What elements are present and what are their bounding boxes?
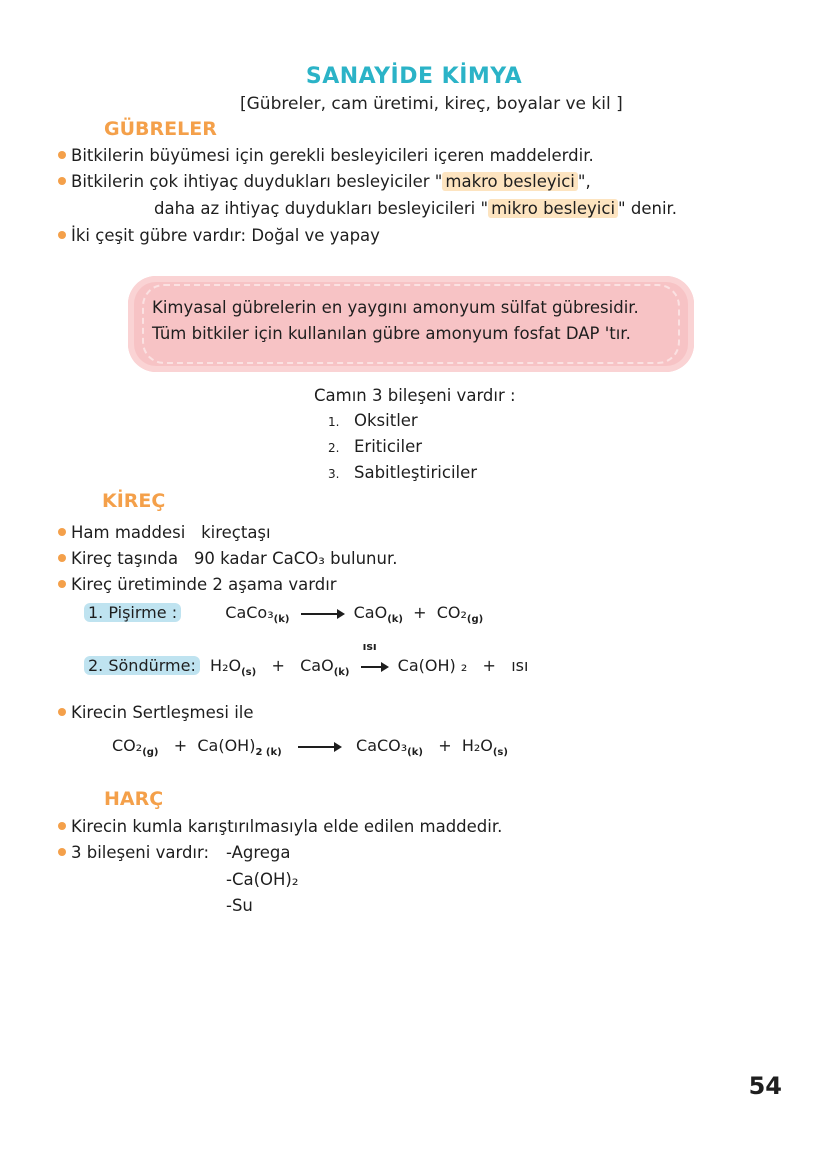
kirec-hardening-equation: $CO_2_{(g)}$ + $Ca(OH)_{2 (k)}$ $CaCO_3_{(k)}$ + $H_2O_{(s)}$ <box>112 736 508 759</box>
section-heading-harc: HARÇ <box>104 788 164 810</box>
kirec-line-3: Kireç üretiminde 2 aşama vardır <box>58 575 337 594</box>
section-heading-kirec: KİREÇ <box>102 490 166 512</box>
harc-item-2: -Ca(OH)₂ <box>226 870 299 889</box>
bullet-icon <box>58 822 66 830</box>
reaction-arrow-icon <box>361 666 387 668</box>
section-heading-gubreler: GÜBRELER <box>104 118 217 140</box>
note-box-line-2: Tüm bitkiler için kullanılan gübre amonyum fosfat DAP 'tır. <box>152 324 631 343</box>
bullet-icon <box>58 580 66 588</box>
bullet-icon <box>58 708 66 716</box>
highlight-mikro: mikro besleyici <box>488 199 618 218</box>
gubreler-line-1: Bitkilerin büyümesi için gerekli besleyicileri içeren maddelerdir. <box>58 146 594 165</box>
note-box-line-1: Kimyasal gübrelerin en yaygını amonyum sülfat gübresidir. <box>152 298 639 317</box>
harc-item-3: -Su <box>226 896 253 915</box>
bullet-icon <box>58 528 66 536</box>
page-title: SANAYİDE KİMYA <box>305 64 523 89</box>
harc-line-1: Kirecin kumla karıştırılmasıyla elde edilen maddedir. <box>58 817 502 836</box>
kirec-line-4: Kirecin Sertleşmesi ile <box>58 703 254 722</box>
harc-line-2: 3 bileşeni vardır: <box>58 843 209 862</box>
highlight-makro: makro besleyici <box>442 172 577 191</box>
kirec-step-2: 2. Söndürme: $H_2O_{(s)}$ + CaO$_{(k)}$ ısı Ca(OH) ₂ + ısı <box>84 656 528 678</box>
cam-item-3: 3. Sabitleştiriciler <box>328 463 478 482</box>
reaction-arrow-icon <box>298 746 340 748</box>
step-1-label: 1. Pişirme : <box>84 603 181 622</box>
arrow-heat-label: ısı <box>362 640 377 653</box>
cam-item-2: 2. Eriticiler <box>328 437 423 456</box>
cam-intro: Camın 3 bileşeni vardır : <box>314 386 516 405</box>
gubreler-line-4: İki çeşit gübre vardır: Doğal ve yapay <box>58 226 380 245</box>
bullet-icon <box>58 231 66 239</box>
bullet-icon <box>58 177 66 185</box>
cam-item-1: 1. Oksitler <box>328 411 418 430</box>
gubreler-line-2: Bitkilerin çok ihtiyaç duydukları besleyiciler " makro besleyici ", <box>58 172 591 191</box>
page-number: 54 <box>748 1072 782 1100</box>
kirec-line-1: Ham maddesi kireçtaşı <box>58 523 271 542</box>
harc-item-1: -Agrega <box>226 843 291 862</box>
reaction-arrow-icon <box>301 613 343 615</box>
bullet-icon <box>58 554 66 562</box>
kirec-step-1: 1. Pişirme : $CaCo_3_{(k)}$ $CaO_{(k)} + CO_2_{(g)}$ <box>84 603 483 625</box>
kirec-line-2: Kireç taşında 90 kadar CaCO₃ bulunur. <box>58 549 398 568</box>
step-2-label: 2. Söndürme: <box>84 656 200 675</box>
gubreler-line-3: daha az ihtiyaç duydukları besleyicileri " mikro besleyici " denir. <box>154 199 678 218</box>
note-box <box>128 276 694 372</box>
page-subtitle: [Gübreler, cam üretimi, kireç, boyalar ve kil ] <box>240 94 623 114</box>
bullet-icon <box>58 151 66 159</box>
bullet-icon <box>58 848 66 856</box>
